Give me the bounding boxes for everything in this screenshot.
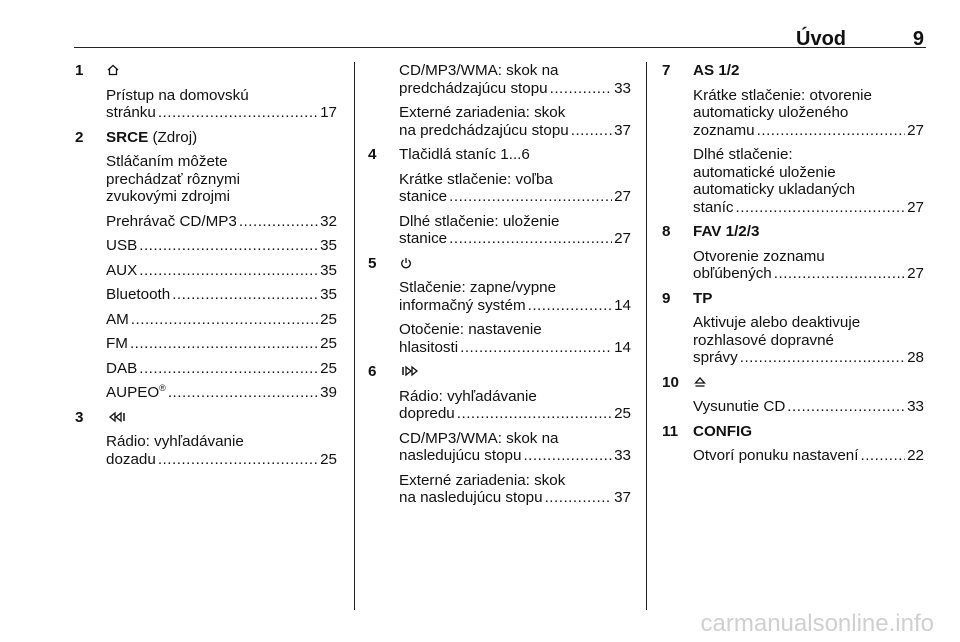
page-reference: [106, 360, 337, 378]
reference-page: 22: [907, 447, 924, 464]
entry-number: 1: [75, 62, 84, 79]
entry-description: Otočenie: nastavenie: [399, 321, 542, 338]
reference-page: 25: [320, 450, 337, 468]
page-reference: [693, 398, 924, 416]
page-reference: [106, 286, 337, 304]
entry-description: Prístup na domovskú: [106, 86, 249, 104]
leader-dots: [449, 188, 612, 206]
reference-label: staníc: [693, 198, 734, 216]
entry-number: 2: [75, 128, 84, 146]
entry-description: Dlhé stlačenie: automatické uloženie automaticky ukladaných: [693, 146, 856, 198]
entry-heading: [106, 129, 337, 147]
page-header: [74, 28, 926, 52]
reference-label: Vysunutie CD: [693, 398, 786, 415]
entry-1: [75, 62, 337, 122]
page-reference: [399, 230, 631, 248]
leader-dots: [457, 405, 612, 423]
entry-heading: [693, 374, 924, 392]
leader-dots: [571, 122, 612, 140]
leader-dots: [239, 213, 318, 231]
registered-mark: ®: [159, 382, 166, 393]
reference-page: 14: [614, 296, 631, 314]
reference-label: Prehrávač CD/MP3: [106, 212, 237, 230]
entry-heading: [106, 409, 337, 427]
reference-page: 33: [907, 398, 924, 415]
page-reference: [693, 199, 924, 217]
leader-dots: [130, 335, 318, 353]
page-reference: [106, 451, 337, 469]
page-reference: [399, 339, 631, 357]
leader-dots: [139, 237, 318, 255]
page-reference: [399, 297, 631, 315]
entry-heading: Tlačidlá staníc 1...6: [399, 146, 530, 163]
leader-dots: [131, 311, 318, 329]
eject-icon: [693, 375, 707, 389]
entry-description: Stláčaním môžete prechádzať rôznymi zvukovými zdrojmi: [106, 153, 241, 205]
entry-description: CD/MP3/WMA: skok na: [399, 429, 559, 447]
column-2: [368, 62, 631, 514]
page-reference: [106, 213, 337, 231]
entry-heading-text: SRCE: [106, 128, 149, 146]
reference-page: 27: [907, 265, 924, 282]
entry-description: Externé zariadenia: skok: [399, 104, 566, 121]
reference-page: 27: [614, 188, 631, 205]
entry-number: 6: [368, 363, 377, 380]
entry-3-continued: [368, 62, 631, 139]
reference-page: 32: [320, 212, 337, 230]
reference-page: 35: [320, 286, 337, 303]
entry-heading: TP: [693, 289, 713, 307]
entry-3: [75, 409, 337, 469]
reference-page: 37: [614, 121, 631, 139]
reference-page: 37: [614, 489, 631, 506]
column-divider: [646, 62, 647, 610]
entry-number: 8: [662, 223, 671, 240]
entry-number: 5: [368, 254, 377, 272]
page-reference: [106, 384, 337, 402]
entry-heading: CONFIG: [693, 422, 753, 440]
entry-number: 10: [662, 373, 679, 391]
entry-heading-suffix: (Zdroj): [152, 128, 198, 146]
entry-4: [368, 146, 631, 248]
reference-page: 33: [614, 79, 631, 97]
leader-dots: [158, 451, 318, 469]
entry-description: Krátke stlačenie: voľba: [399, 170, 553, 188]
page-reference: [399, 489, 631, 507]
reference-page: 14: [614, 338, 631, 356]
entry-description: Krátke stlačenie: otvorenie automaticky uloženého: [693, 86, 872, 121]
reference-page: 25: [320, 359, 337, 377]
reference-page: 27: [907, 198, 924, 216]
reference-label-text: AUPEO: [106, 384, 160, 401]
reference-page: 25: [320, 310, 337, 328]
page-number: 9: [912, 28, 924, 50]
page-reference: [106, 104, 337, 122]
entry-description: Rádio: vyhľadávanie: [399, 387, 537, 405]
reference-label: AM: [106, 310, 129, 328]
page-reference: [106, 262, 337, 280]
entry-number: 9: [662, 289, 671, 307]
reference-label: Otvorí ponuku nastavení: [693, 447, 859, 464]
leader-dots: [139, 360, 318, 378]
leader-dots: [757, 122, 905, 140]
reference-label: Bluetooth: [106, 286, 171, 303]
entry-9: [662, 290, 924, 367]
leader-dots: [550, 80, 612, 98]
reference-label: predchádzajúcu stopu: [399, 79, 548, 97]
leader-dots: [740, 349, 905, 367]
seek-forward-icon: [399, 364, 421, 378]
entry-number: 7: [662, 62, 671, 79]
column-3: [662, 62, 924, 472]
entry-5: [368, 255, 631, 357]
reference-label: dozadu: [106, 450, 156, 468]
leader-dots: [860, 447, 905, 465]
entry-description: Externé zariadenia: skok: [399, 471, 566, 489]
reference-label: na predchádzajúcu stopu: [399, 121, 569, 139]
reference-label: správy: [693, 349, 738, 366]
leader-dots: [523, 447, 612, 465]
entry-description: Otvorenie zoznamu: [693, 247, 825, 265]
page-reference: [693, 447, 924, 465]
reference-label: stránku: [106, 104, 156, 121]
reference-page: 27: [614, 230, 631, 247]
leader-dots: [158, 104, 318, 122]
reference-page: 25: [614, 405, 631, 422]
leader-dots: [774, 265, 905, 283]
entry-number: 4: [368, 146, 377, 163]
watermark: carmanualsonline.info: [700, 610, 934, 637]
page-reference: [693, 122, 924, 140]
entry-8: [662, 223, 924, 283]
entry-11: [662, 423, 924, 465]
reference-label: stanice: [399, 230, 448, 247]
reference-label: AUX: [106, 261, 138, 279]
reference-page: 25: [320, 335, 337, 352]
entry-7: [662, 62, 924, 216]
entry-heading: FAV 1/2/3: [693, 223, 760, 240]
entry-heading: [106, 62, 337, 80]
header-rule: [74, 47, 926, 48]
reference-label: obľúbených: [693, 265, 772, 282]
reference-page: 33: [614, 447, 631, 464]
reference-page: 17: [320, 104, 337, 121]
power-icon: [399, 256, 413, 270]
page-reference: [399, 80, 631, 98]
reference-label: [106, 384, 166, 402]
leader-dots: [545, 489, 613, 507]
leader-dots: [528, 297, 612, 315]
page-reference: [106, 237, 337, 255]
reference-label: stanice: [399, 188, 448, 205]
reference-page: 39: [320, 384, 337, 401]
reference-page: 27: [907, 121, 924, 139]
page-reference: [693, 349, 924, 367]
reference-label: USB: [106, 237, 138, 254]
reference-label: nasledujúcu stopu: [399, 447, 522, 464]
reference-label: FM: [106, 335, 128, 352]
leader-dots: [787, 398, 905, 416]
entry-number: 11: [662, 422, 679, 440]
reference-page: 35: [320, 261, 337, 279]
leader-dots: [172, 286, 318, 304]
reference-label: dopredu: [399, 405, 455, 422]
entry-description: Stlačenie: zapne/vypne: [399, 279, 557, 296]
page-reference: [399, 447, 631, 465]
leader-dots: [736, 199, 906, 217]
page-reference: [106, 335, 337, 353]
page-reference: [399, 405, 631, 423]
reference-label: DAB: [106, 359, 138, 377]
leader-dots: [139, 262, 318, 280]
page-reference: [399, 122, 631, 140]
page-reference: [399, 188, 631, 206]
entry-heading: [399, 363, 631, 381]
entry-description: Dlhé stlačenie: uloženie: [399, 212, 560, 230]
entry-description: Aktivuje alebo deaktivuje rozhlasové dopravné: [693, 314, 861, 349]
leader-dots: [449, 230, 612, 248]
entry-10: [662, 374, 924, 416]
column-divider: [354, 62, 355, 610]
entry-heading: AS 1/2: [693, 62, 740, 79]
home-icon: [106, 63, 120, 77]
page-title: Úvod: [796, 28, 846, 50]
entry-description: CD/MP3/WMA: skok na: [399, 62, 559, 79]
column-1: [75, 62, 337, 475]
reference-page: 35: [320, 237, 337, 254]
reference-label: hlasitosti: [399, 338, 459, 356]
entry-2: [75, 129, 337, 402]
entry-6: [368, 363, 631, 507]
leader-dots: [460, 339, 612, 357]
entry-heading: [399, 255, 631, 273]
entry-number: 3: [75, 408, 84, 426]
reference-label: na nasledujúcu stopu: [399, 489, 543, 506]
seek-back-icon: [106, 410, 128, 424]
reference-label: zoznamu: [693, 121, 755, 139]
leader-dots: [168, 384, 318, 402]
entry-description: Rádio: vyhľadávanie: [106, 433, 244, 450]
page-reference: [106, 311, 337, 329]
reference-label: informačný systém: [399, 296, 526, 314]
reference-page: 28: [907, 349, 924, 366]
page-reference: [693, 265, 924, 283]
